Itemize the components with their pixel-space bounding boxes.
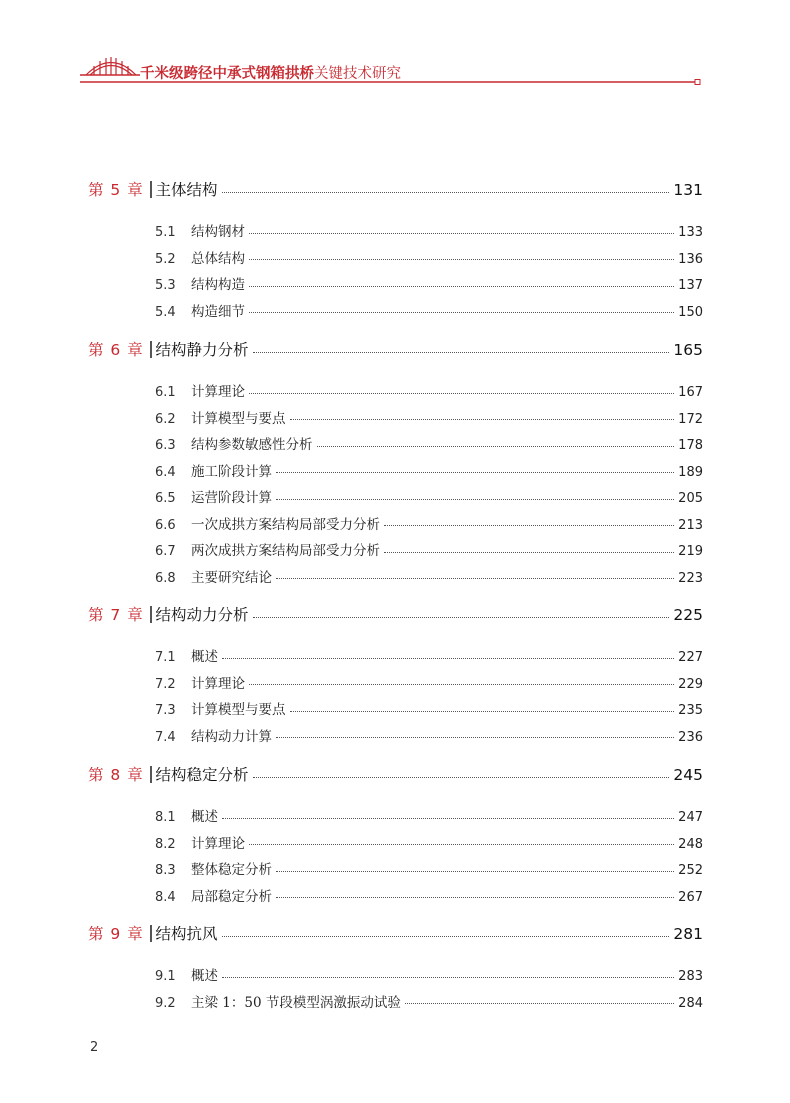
section-number: 7.3 — [155, 703, 176, 718]
section-page: 219 — [678, 544, 703, 559]
dot-leader — [253, 617, 670, 618]
section-title: 施工阶段计算 — [191, 463, 272, 480]
dot-leader — [222, 936, 670, 937]
chapter-label: 第 7 章 — [88, 606, 144, 624]
page-number: 2 — [90, 1040, 99, 1055]
section-title: 整体稳定分析 — [191, 862, 272, 878]
toc-section-row[interactable] — [155, 698, 703, 718]
section-title: 主梁 1：50 节段模型涡激振动试验 — [191, 994, 401, 1011]
section-title: 计算理论 — [191, 675, 245, 692]
section-page: 136 — [678, 251, 703, 267]
chapter-title: 结构静力分析 — [155, 341, 249, 359]
toc-section-row[interactable] — [155, 273, 703, 293]
section-title: 两次成拱方案结构局部受力分析 — [191, 543, 380, 559]
toc-chapter-row[interactable] — [88, 922, 703, 944]
dot-leader — [317, 446, 675, 447]
chapter-title: 结构抗风 — [155, 925, 218, 943]
chapter-title: 主体结构 — [155, 181, 218, 199]
section-title: 计算理论 — [191, 835, 245, 852]
section-number: 8.1 — [155, 810, 176, 825]
chapter-label: 第 6 章 — [88, 341, 144, 359]
section-page: 189 — [678, 464, 703, 480]
section-title: 总体结构 — [191, 250, 245, 267]
section-page: 213 — [678, 517, 703, 533]
dot-leader — [405, 1003, 674, 1004]
toc-chapter-row[interactable] — [88, 338, 703, 360]
section-title: 计算模型与要点 — [191, 410, 286, 427]
section-number: 7.2 — [155, 676, 176, 692]
section-title: 结构参数敏感性分析 — [191, 437, 313, 453]
section-title: 主要研究结论 — [191, 569, 272, 586]
section-number: 6.8 — [155, 570, 176, 586]
toc-section-row[interactable] — [155, 407, 703, 427]
section-number: 6.6 — [155, 517, 176, 533]
toc-section-row[interactable] — [155, 220, 703, 240]
section-page: 267 — [678, 889, 703, 905]
dot-leader — [253, 352, 670, 353]
book-title — [140, 62, 401, 83]
section-page: 252 — [678, 863, 703, 878]
section-number: 8.2 — [155, 836, 176, 852]
section-title: 一次成拱方案结构局部受力分析 — [191, 516, 380, 533]
chapter-divider — [150, 766, 152, 783]
section-number: 9.1 — [155, 969, 176, 984]
section-title: 概述 — [191, 649, 218, 665]
book-title-bold: 千米级跨径中承式钢箱拱桥 — [140, 66, 314, 82]
chapter-page: 131 — [673, 181, 703, 199]
section-number: 6.2 — [155, 411, 176, 427]
chapter-divider — [150, 925, 152, 942]
section-page: 284 — [678, 995, 703, 1011]
dot-leader — [222, 818, 674, 819]
section-title: 计算理论 — [191, 384, 245, 400]
section-title: 结构动力计算 — [191, 728, 272, 745]
toc-section-row[interactable] — [155, 885, 703, 905]
chapter-page: 281 — [673, 925, 703, 943]
dot-leader — [276, 737, 674, 738]
toc-section-row[interactable] — [155, 380, 703, 400]
section-page: 227 — [678, 650, 703, 665]
section-number: 5.3 — [155, 278, 176, 293]
section-page: 133 — [678, 225, 703, 240]
dot-leader — [290, 711, 675, 712]
dot-leader — [249, 233, 674, 234]
toc-chapter-row[interactable] — [88, 178, 703, 200]
section-title: 运营阶段计算 — [191, 490, 272, 506]
section-title: 结构钢材 — [191, 224, 245, 240]
section-number: 5.1 — [155, 225, 176, 240]
chapter-divider — [150, 341, 152, 358]
dot-leader — [249, 312, 674, 313]
section-number: 6.7 — [155, 544, 176, 559]
section-number: 6.3 — [155, 438, 176, 453]
toc-section-row[interactable] — [155, 300, 703, 320]
running-header — [0, 0, 790, 100]
section-page: 236 — [678, 729, 703, 745]
dot-leader — [276, 871, 674, 872]
dot-leader — [249, 844, 674, 845]
toc-section-row[interactable] — [155, 539, 703, 559]
toc-section-row[interactable] — [155, 513, 703, 533]
section-title: 计算模型与要点 — [191, 702, 286, 718]
section-title: 概述 — [191, 809, 218, 825]
section-number: 7.4 — [155, 729, 176, 745]
dot-leader — [249, 684, 674, 685]
section-number: 8.3 — [155, 863, 176, 878]
chapter-divider — [150, 181, 152, 198]
toc-section-row[interactable] — [155, 991, 703, 1011]
toc-section-row[interactable] — [155, 486, 703, 506]
section-number: 5.2 — [155, 251, 176, 267]
section-title: 概述 — [191, 968, 218, 984]
toc-section-row[interactable] — [155, 566, 703, 586]
section-number: 6.1 — [155, 385, 176, 400]
toc-section-row[interactable] — [155, 672, 703, 692]
section-number: 7.1 — [155, 650, 176, 665]
toc-section-row[interactable] — [155, 805, 703, 825]
section-page: 247 — [678, 810, 703, 825]
arch-bridge-icon — [0, 0, 790, 100]
dot-leader — [249, 259, 674, 260]
dot-leader — [253, 777, 670, 778]
chapter-title: 结构动力分析 — [155, 606, 249, 624]
section-number: 8.4 — [155, 889, 176, 905]
section-number: 5.4 — [155, 304, 176, 320]
dot-leader — [222, 192, 670, 193]
section-page: 167 — [678, 385, 703, 400]
toc-section-row[interactable] — [155, 832, 703, 852]
dot-leader — [290, 419, 675, 420]
toc-chapter-row[interactable] — [88, 763, 703, 785]
toc-section-row[interactable] — [155, 433, 703, 453]
dot-leader — [276, 897, 674, 898]
chapter-label: 第 9 章 — [88, 925, 144, 943]
section-title: 局部稳定分析 — [191, 888, 272, 905]
toc-section-row[interactable] — [155, 725, 703, 745]
section-page: 229 — [678, 676, 703, 692]
dot-leader — [384, 552, 674, 553]
section-title: 结构构造 — [191, 277, 245, 293]
section-number: 6.4 — [155, 464, 176, 480]
dot-leader — [276, 472, 674, 473]
section-title: 构造细节 — [191, 303, 245, 320]
dot-leader — [222, 658, 674, 659]
chapter-label: 第 8 章 — [88, 766, 144, 784]
section-page: 150 — [678, 304, 703, 320]
dot-leader — [222, 977, 674, 978]
dot-leader — [276, 578, 674, 579]
section-page: 248 — [678, 836, 703, 852]
toc-section-row[interactable] — [155, 247, 703, 267]
chapter-page: 225 — [673, 606, 703, 624]
section-page: 283 — [678, 969, 703, 984]
chapter-label: 第 5 章 — [88, 181, 144, 199]
section-page: 235 — [678, 703, 703, 718]
book-title-normal: 关键技术研究 — [314, 66, 401, 82]
toc-section-row[interactable] — [155, 858, 703, 878]
toc-section-row[interactable] — [155, 645, 703, 665]
dot-leader — [249, 286, 674, 287]
toc-chapter-row[interactable] — [88, 603, 703, 625]
section-page: 137 — [678, 278, 703, 293]
dot-leader — [249, 393, 674, 394]
toc-section-row[interactable] — [155, 460, 703, 480]
section-page: 223 — [678, 570, 703, 586]
section-number: 9.2 — [155, 995, 176, 1011]
section-number: 6.5 — [155, 491, 176, 506]
section-page: 178 — [678, 438, 703, 453]
chapter-title: 结构稳定分析 — [155, 766, 249, 784]
chapter-page: 165 — [673, 341, 703, 359]
toc-section-row[interactable] — [155, 964, 703, 984]
chapter-divider — [150, 606, 152, 623]
dot-leader — [384, 525, 674, 526]
chapter-page: 245 — [673, 766, 703, 784]
section-page: 172 — [678, 411, 703, 427]
dot-leader — [276, 499, 674, 500]
section-page: 205 — [678, 491, 703, 506]
